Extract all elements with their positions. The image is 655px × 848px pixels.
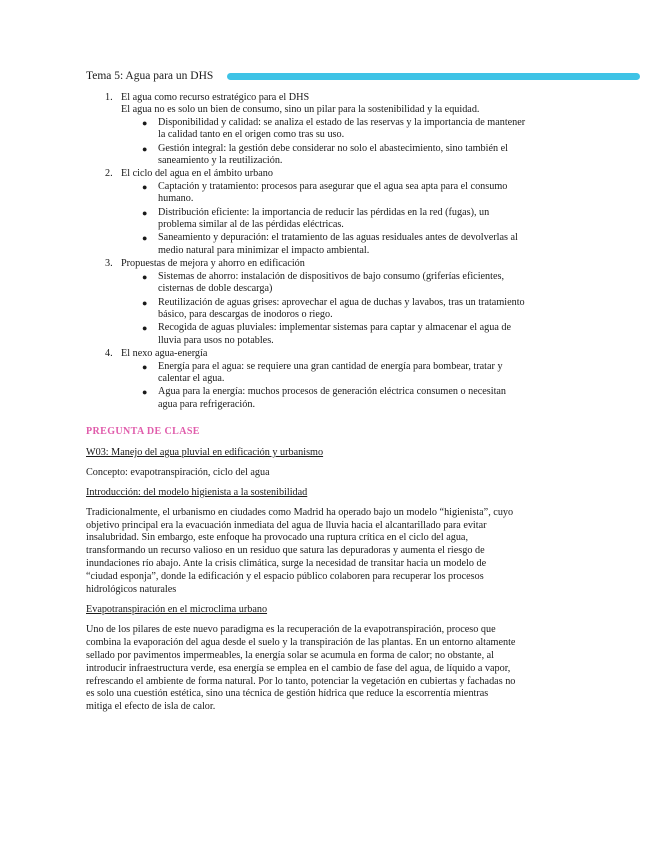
bullet-item (121, 207, 526, 232)
evapotranspiration-paragraph: Uno de los pilares de este nuevo paradigma es la recuperación de la evapotranspiración, proceso que combina la evaporación del agua desde el suelo y la transpiración de las plantas. En un entorno altamente sellado por pavimentos impermeables, la energía solar se acumula en forma de calor; no obstante, al introducir infraestructura verde, esa energía se emplea en el cambio de fase del agua, de líquido a vapor, refrescando el ambiente de forma natural. Por lo tanto, potenciar la vegetación en cubiertas y fachadas no es solo una cuestión estética, sino una técnica de gestión hídrica que reduce la escorrentía mientras mitiga el efecto de isla de calor. (86, 623, 516, 713)
bullet-text: Disponibilidad y calidad: se analiza el estado de las reservas y la importancia de mantener la calidad tanto en el origen como tras su uso. (158, 116, 526, 141)
bullet-dot-icon: ● (142, 143, 148, 154)
bullet-dot-icon: ● (142, 361, 148, 372)
section-title: El agua como recurso estratégico para el DHS (121, 92, 310, 103)
page-header (86, 70, 641, 84)
bullet-item (121, 232, 526, 257)
section-title: Propuestas de mejora y ahorro en edificación (121, 258, 305, 270)
bullet-item (121, 271, 526, 296)
bullet-item (121, 297, 526, 322)
bullet-text: Recogida de aguas pluviales: implementar sistemas para captar y almacenar el agua de lluvia para usos no potables. (158, 322, 512, 346)
class-question-heading: PREGUNTA DE CLASE (86, 426, 200, 437)
section-number: 3. (105, 258, 113, 270)
section-item (86, 258, 526, 347)
section-number: 1. (105, 92, 113, 103)
bullet-item (121, 322, 526, 347)
section-number: 2. (105, 168, 113, 180)
bullet-text: Agua para la energía: muchos procesos de generación eléctrica consumen o necesitan agua para refrigeración. (158, 386, 507, 410)
bullet-item (121, 361, 526, 386)
bullet-dot-icon: ● (142, 181, 148, 192)
bullet-dot-icon: ● (142, 271, 148, 282)
w03-heading: W03: Manejo del agua pluvial en edificación y urbanismo (86, 446, 324, 458)
bullet-text: Distribución eficiente: la importancia de reducir las pérdidas en la red (fugas), un problema similar al de las pérdidas eléctricas. (158, 206, 490, 231)
section-item (86, 92, 526, 167)
bullet-dot-icon: ● (142, 323, 148, 334)
section-number: 4. (105, 348, 113, 360)
bullet-item (121, 386, 526, 411)
intro-heading: Introducción: del modelo higienista a la sostenibilidad (86, 486, 308, 498)
section-title: El nexo agua-energía (121, 348, 208, 360)
concept-line: Concepto: evapotranspiración, ciclo del agua (86, 466, 270, 478)
evapotranspiration-heading: Evapotranspiración en el microclima urbano (86, 603, 268, 615)
bullet-list (121, 181, 526, 257)
page-title: Tema 5: Agua para un DHS (86, 70, 214, 82)
section-subtitle: El agua no es solo un bien de consumo, sino un pilar para la sostenibilidad y la equidad. (121, 104, 480, 116)
bullet-dot-icon: ● (142, 297, 148, 308)
bullet-item (121, 143, 526, 168)
bullet-text: Sistemas de ahorro: instalación de dispositivos de bajo consumo (griferías eficientes, cisternas de doble descarga) (158, 270, 505, 295)
class-question-section (86, 426, 516, 721)
title-accent-bar (227, 73, 640, 80)
section-item (86, 168, 526, 257)
bullet-list (121, 271, 526, 347)
bullet-item (121, 117, 526, 142)
bullet-dot-icon: ● (142, 117, 148, 128)
bullet-text: Energía para el agua: se requiere una gran cantidad de energía para bombear, tratar y calentar el agua. (158, 360, 503, 384)
section-item (86, 348, 526, 411)
bullet-dot-icon: ● (142, 233, 148, 244)
bullet-text: Reutilización de aguas grises: aprovechar el agua de duchas y lavabos, tras un tratamiento básico, para descargas de inodoros o riego. (158, 296, 525, 320)
topic-outline (86, 92, 526, 412)
bullet-text: Gestión integral: la gestión debe considerar no solo el abastecimiento, sino también el saneamiento y la reutilización. (158, 142, 508, 167)
section-title: El ciclo del agua en el ámbito urbano (121, 168, 273, 180)
bullet-item (121, 181, 526, 206)
bullet-dot-icon: ● (142, 207, 148, 218)
numbered-sections (86, 92, 526, 411)
intro-paragraph: Tradicionalmente, el urbanismo en ciudades como Madrid ha operado bajo un modelo “higienista”, cuyo objetivo principal era la evacuación inmediata del agua de lluvia hacia el alcantarillado para evitar insalubridad. Sin embargo, este enfoque ha provocado una ruptura crítica en el ciclo del agua, transformando un recurso valioso en un residuo que satura las depuradoras y aumenta el riesgo de inundaciones río abajo. Ante la crisis climática, surge la necesidad de transitar hacia un modelo de “ciudad esponja”, donde la edificación y el espacio público colaboren para recuperar los procesos hidrológicos naturales (86, 506, 514, 596)
bullet-list (121, 361, 526, 412)
bullet-list (121, 117, 526, 168)
bullet-text: Saneamiento y depuración: el tratamiento de las aguas residuales antes de devolverlas al medio natural para minimizar el impacto ambiental. (158, 232, 518, 256)
bullet-dot-icon: ● (142, 387, 148, 398)
bullet-text: Captación y tratamiento: procesos para asegurar que el agua sea apta para el consumo humano. (158, 180, 508, 205)
